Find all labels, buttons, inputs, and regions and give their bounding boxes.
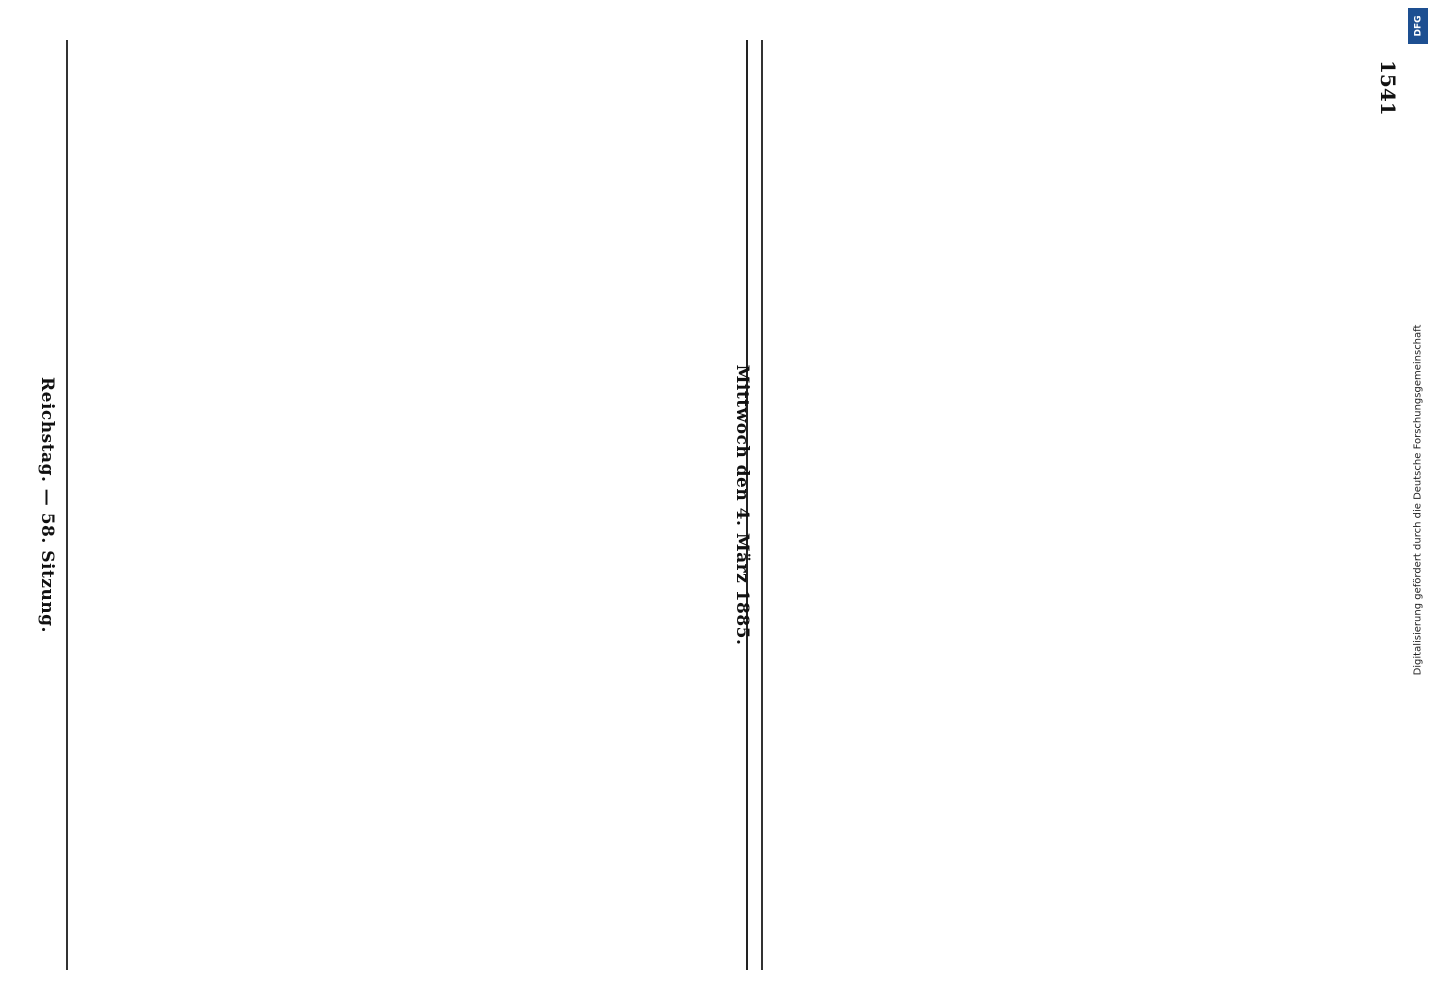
header-rule-right bbox=[761, 40, 763, 970]
dfg-watermark bbox=[1404, 0, 1432, 1000]
running-header-left bbox=[30, 40, 64, 970]
header-rule-left bbox=[66, 40, 68, 970]
text-column-right-body bbox=[765, 40, 1405, 970]
text-column-right bbox=[765, 40, 1405, 970]
running-header-left-text: Reichstag. — 58. Sitzung. bbox=[37, 377, 57, 633]
text-column-left-body bbox=[70, 40, 710, 970]
rotated-page bbox=[30, 40, 1400, 970]
text-column-left bbox=[70, 40, 710, 970]
running-header-right bbox=[725, 40, 759, 970]
dfg-logo-icon: DFG bbox=[1408, 8, 1428, 44]
running-header-right-text: Mittwoch den 4. März 1885. bbox=[732, 364, 752, 646]
watermark-text: Digitalisierung gefördert durch die Deutsche Forschungsgemeinschaft bbox=[1412, 324, 1424, 676]
page-number: 1541 bbox=[1376, 60, 1400, 116]
